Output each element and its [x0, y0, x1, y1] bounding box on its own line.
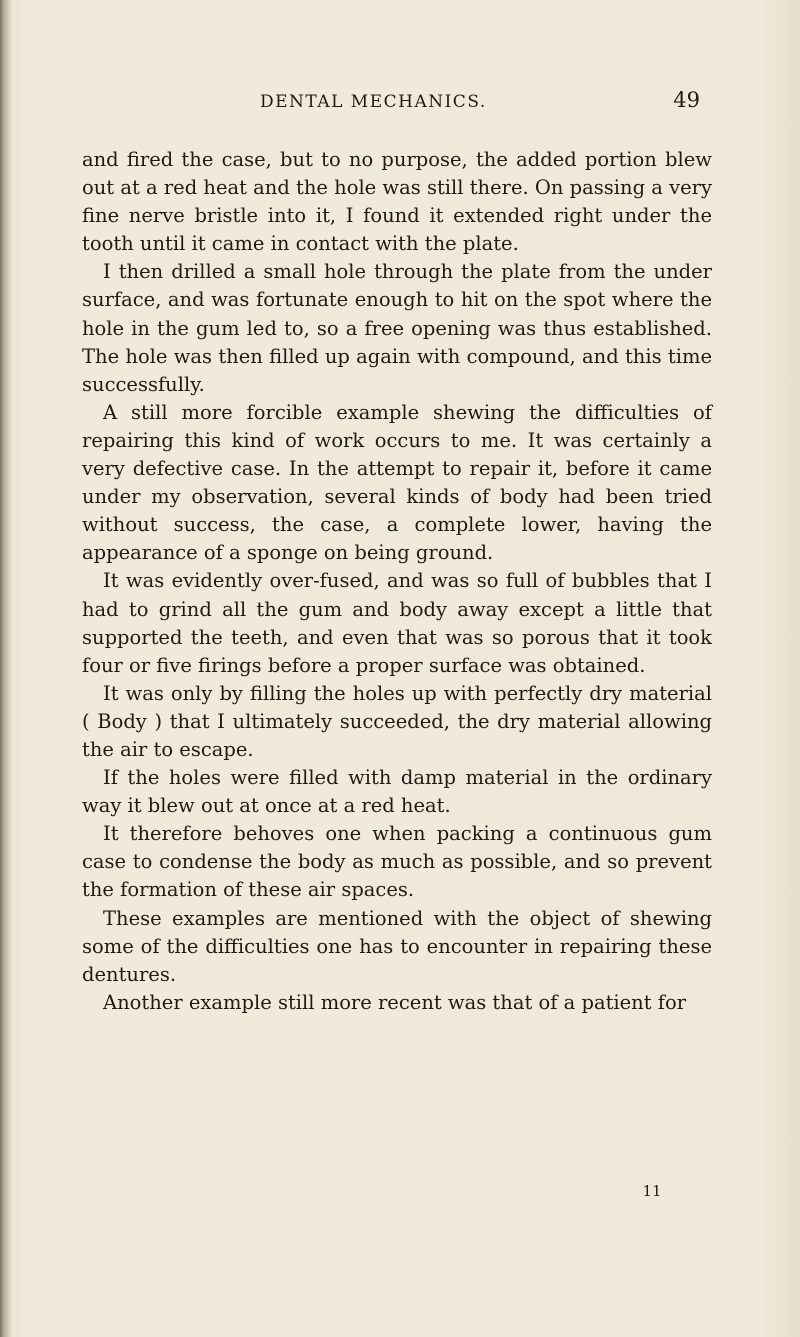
paragraph: I then drilled a small hole through the plate from the under surface, and was fortunate enough to hit on the spot where the hole in the gum led to, so a free opening was thus established. The hole was then filled up again with compound, and this time successfully.: [82, 260, 712, 396]
running-head: DENTAL MECHANICS.: [260, 92, 487, 112]
paragraph: Another example still more recent was that of a patient for: [103, 990, 687, 1014]
binding-gutter-shadow: [0, 0, 12, 1337]
paragraph: It therefore behoves one when packing a continuous gum case to condense the body as much as possible, and so prevent the formation of these air spaces.: [82, 822, 712, 902]
paragraph: If the holes were filled with damp material in the ordinary way it blew out at once at a red heat.: [82, 766, 712, 818]
paragraph: and fired the case, but to no purpose, the added portion blew out at a red heat and the hole was still there. On passing a very fine nerve bristle into it, I found it extended right under the tooth until it came in contact with the plate.: [82, 148, 712, 256]
paragraph: It was only by filling the holes up with perfectly dry material ( Body ) that I ultimately succeeded, the dry material allowing the air to escape.: [82, 681, 712, 761]
paragraph: A still more forcible example shewing the difficulties of repairing this kind of work occurs to me. It was certainly a very defective case. In the attempt to repair it, before it came under my observation, several kinds of body had been tried without success, the case, a complete lower, having the appearance of a sponge on being ground.: [82, 400, 712, 565]
body-text: [82, 146, 712, 1017]
paragraph: These examples are mentioned with the object of shewing some of the difficulties one has to encounter in repairing these dentures.: [82, 906, 712, 986]
signature-mark: 11: [642, 1182, 662, 1200]
paragraph: It was evidently over-fused, and was so full of bubbles that I had to grind all the gum and body away except a little that supported the teeth, and even that was so porous that it took four or five firings before a proper surface was obtained.: [82, 569, 712, 677]
page-number: 49: [673, 88, 700, 112]
